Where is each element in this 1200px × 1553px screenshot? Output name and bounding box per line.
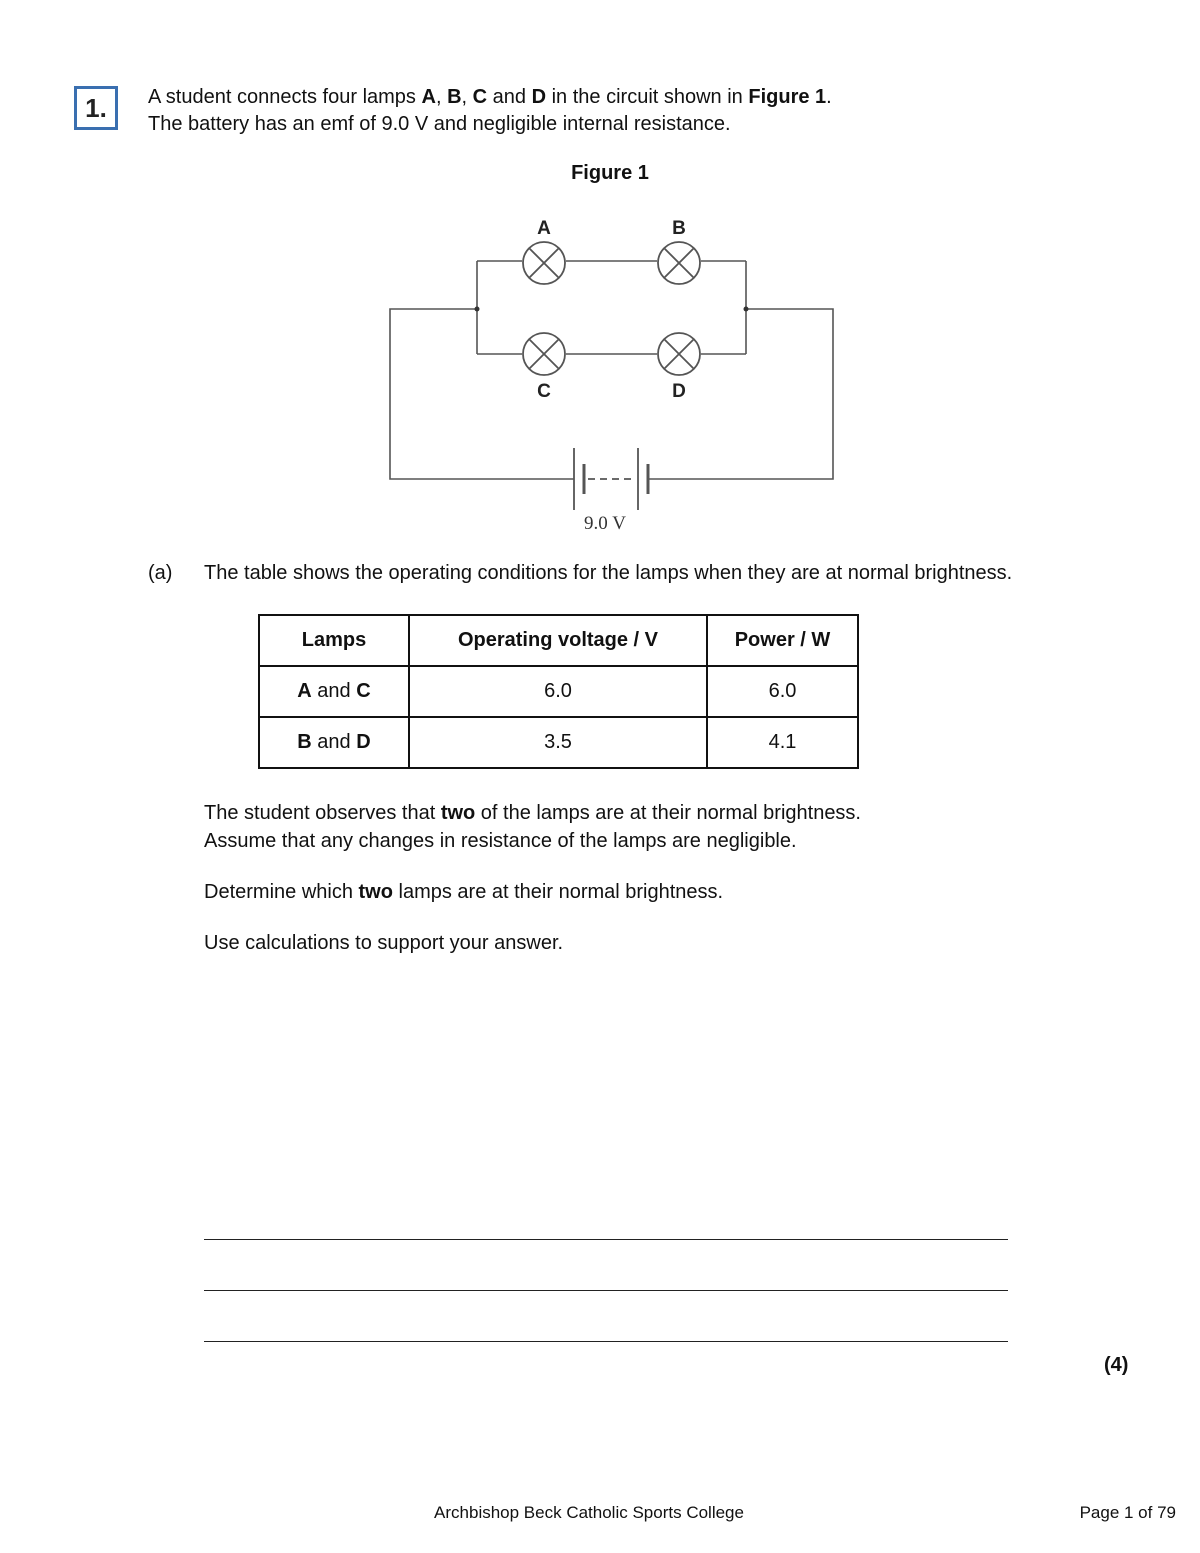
answer-line-2[interactable] xyxy=(204,1290,1008,1291)
battery-label: 9.0 V xyxy=(584,513,626,534)
row-power: 4.1 xyxy=(707,717,858,768)
circuit-diagram xyxy=(380,210,850,540)
part-a-text: The table shows the operating conditions for the lamps when they are at normal brightness. xyxy=(204,562,1013,584)
lamp-c-icon xyxy=(523,333,565,375)
intro-line-2: The battery has an emf of 9.0 V and negligible internal resistance. xyxy=(148,113,731,135)
lamp-a-icon xyxy=(523,242,565,284)
intro-line-1: A student connects four lamps A, B, C and D in the circuit shown in Figure 1. xyxy=(148,86,832,108)
lamp-label-c: C xyxy=(537,381,551,402)
marks-label: (4) xyxy=(1104,1354,1129,1376)
lamp-b-ref: B xyxy=(447,86,462,108)
figure-ref: Figure 1 xyxy=(748,86,827,108)
lamp-c-ref: C xyxy=(472,86,488,108)
lamp-d-ref: D xyxy=(531,86,547,108)
table-header-row xyxy=(259,615,858,666)
calculation-instruction: Use calculations to support your answer. xyxy=(204,932,564,954)
header-voltage: Operating voltage / V xyxy=(409,615,707,666)
junction-right xyxy=(744,307,749,312)
table-row xyxy=(259,666,858,717)
table-row xyxy=(259,717,858,768)
question-number-box: 1. xyxy=(74,86,118,130)
battery-icon xyxy=(574,448,648,510)
question-intro xyxy=(148,84,832,138)
figure-title: Figure 1 xyxy=(571,162,649,184)
row-voltage: 6.0 xyxy=(409,666,707,717)
footer-page-number: Page 1 of 79 xyxy=(1079,1503,1176,1522)
header-power: Power / W xyxy=(707,615,858,666)
lamp-conditions-table xyxy=(258,614,859,769)
junction-left xyxy=(475,307,480,312)
lamp-d-icon xyxy=(658,333,700,375)
determine-instruction: Determine which two lamps are at their normal brightness. xyxy=(204,881,724,903)
lamp-label-d: D xyxy=(672,381,686,402)
lamp-label-a: A xyxy=(537,218,551,239)
answer-line-1[interactable] xyxy=(204,1239,1008,1240)
footer-school: Archbishop Beck Catholic Sports College xyxy=(434,1503,744,1522)
header-lamps: Lamps xyxy=(259,615,409,666)
row-voltage: 3.5 xyxy=(409,717,707,768)
lamp-b-icon xyxy=(658,242,700,284)
row-lamps: B and D xyxy=(259,717,409,768)
part-a-label: (a) xyxy=(148,562,173,584)
lamp-a-ref: A xyxy=(421,86,436,108)
row-power: 6.0 xyxy=(707,666,858,717)
answer-line-3[interactable] xyxy=(204,1341,1008,1342)
lamp-label-b: B xyxy=(672,218,686,239)
circuit-wires xyxy=(390,261,833,479)
observation-text: The student observes that two of the lamps are at their normal brightness. Assume that any changes in resistance of the lamps are negligible. xyxy=(204,802,861,852)
row-lamps: A and C xyxy=(259,666,409,717)
